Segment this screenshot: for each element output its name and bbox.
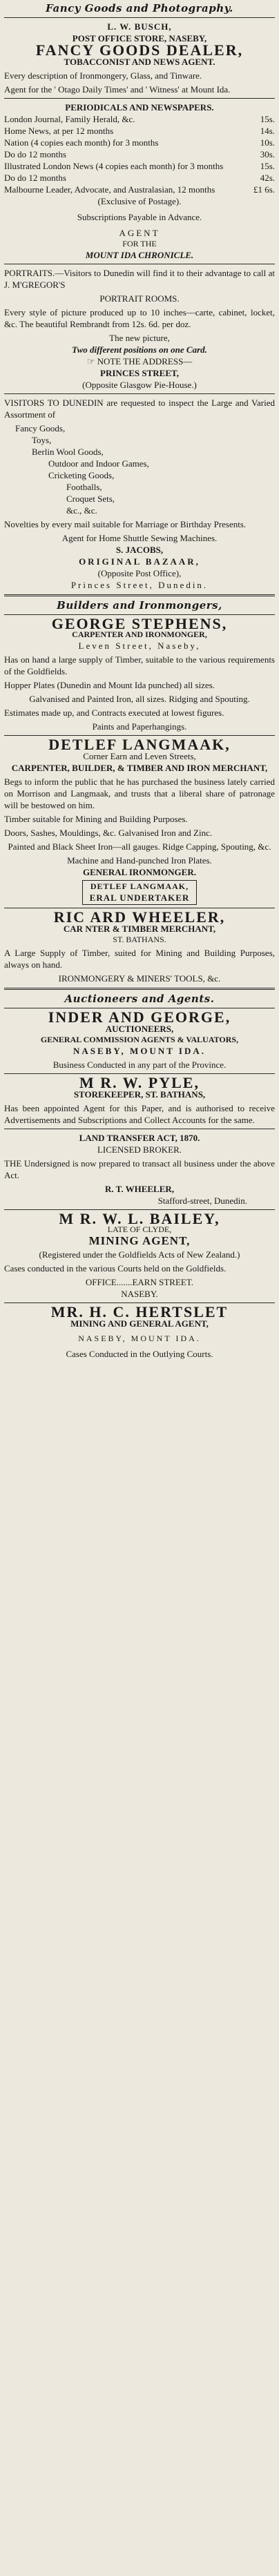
wheeler-iron: IRONMONGERY & MINERS' TOOLS, &c. [58,973,221,984]
land-place: Stafford-street, Dunedin. [157,1196,247,1206]
bailey-office: OFFICE.......EARN STREET. [85,1277,194,1287]
portraits-new: The new picture, [109,333,170,343]
jacobs-item: Croquet Sets, [66,494,115,504]
bailey-late: LATE OF CLYDE, [107,1224,172,1234]
wheeler-place: ST. BATHANS. [113,935,166,944]
pyle-trade: STOREKEEPER, ST. BATHANS, [73,1089,206,1100]
portraits-street: PRINCES STREET, [100,368,179,378]
hertslet-role: MINING AND GENERAL AGENT, [70,1318,209,1329]
busch-agent-for: Agent for the ' Otago Daily Times' and ' Witness' at Mount Ida. [4,84,231,95]
pyle-body: Has been appointed Agent for this Paper, and is authorised to receive Advertisements and Subscriptions and Collect Accounts for the same. [4,1103,275,1125]
portraits-rooms: PORTRAIT ROOMS. [99,293,180,304]
divider [4,17,275,18]
for-the: FOR THE [122,239,157,248]
portraits-opposite: (Opposite Glasgow Pie-House.) [82,380,197,390]
land-broker: LICENSED BROKER. [97,1144,182,1155]
stephens-trade: CARPENTER AND IRONMONGER, [72,630,207,639]
busch-office: POST OFFICE STORE, NASEBY, [72,33,207,43]
langmaak-corner: Corner Earn and Leven Streets, [83,751,196,761]
jacobs-item: Toys, [32,435,52,445]
agent-word: AGENT [119,228,160,238]
stephens-hopper: Hopper Plates (Dunedin and Mount Ida punched) all sizes. [4,680,215,690]
langmaak-timber: Timber suitable for Mining and Building Purposes. [4,814,188,824]
wheeler-name: RIC ARD WHEELER, [53,908,226,926]
jacobs-item: &c., &c. [66,505,97,516]
langmaak-doors: Doors, Sashes, Mouldings, &c. Galvanised Iron and Zinc. [4,828,213,838]
jacobs-item: Berlin Wool Goods, [32,447,104,457]
jacobs-address: Princes Street, Dunedin. [70,580,209,590]
advance-note: Subscriptions Payable in Advance. [77,212,202,222]
divider [4,988,275,990]
section-heading-builders: Builders and Ironmongers, [57,599,222,612]
advert-pyle [4,1074,275,1126]
jacobs-opposite: (Opposite Post Office), [97,568,182,578]
divider [4,393,275,394]
advert-land-transfer [4,1132,275,1207]
advert-langmaak [4,736,275,905]
box-small-name: DETLEF LANGMAAK, [90,881,189,891]
advert-bailey [4,1210,275,1300]
advert-jacobs [4,397,275,591]
price-row: Malbourne Leader, Advocate, and Australasian, 12 months £1 6s. [4,184,275,195]
paper-name: MOUNT IDA CHRONICLE. [85,250,194,260]
advert-stephens [4,615,275,732]
jacobs-item: Footballs, [66,482,102,492]
box-big-name: ERAL UNDERTAKER [89,892,190,903]
hertslet-place: NASEBY, MOUNT IDA. [78,1334,201,1343]
jacobs-name: S. JACOBS, [115,545,164,555]
busch-agent: TOBACCONIST AND NEWS AGENT. [64,57,215,67]
langmaak-trade: CARPENTER, BUILDER, & TIMBER AND IRON MERCHANT, [11,763,268,773]
jacobs-novelties: Novelties by every mail suitable for Marriage or Birthday Presents. [4,519,247,529]
jacobs-bazaar: ORIGINAL BAZAAR, [79,556,200,567]
inder-body: Business Conducted in any part of the Province. [52,1060,227,1070]
jacobs-item: Outdoor and Indoor Games, [48,458,149,469]
langmaak-sheet: Painted and Black Sheet Iron—all gauges. Ridge Capping, Spouting, &c. [8,841,271,852]
hertslet-name: MR. H. C. HERTSLET [50,1303,229,1320]
portraits-two: Two different positions on one Card. [72,344,207,355]
portraits-body: Every style of picture produced up to 10 inches—carte, cabinet, locket, &c. The beautiful Rembrandt from 12s. 6d. per doz. [4,307,275,329]
busch-desc: Every description of Ironmongery, Glass, and Tinware. [4,70,202,81]
divider [4,98,275,99]
stephens-galv: Galvanised and Painted Iron, all sizes. Ridging and Spouting. [29,694,250,704]
pyle-name: M R. W. PYLE, [79,1074,200,1091]
price-row: London Journal, Family Herald, &c. 15s. [4,114,275,124]
langmaak-body: Begs to inform the public that he has purchased the business lately carried on Morrison and Langmaak, and trusts that a liberal share of patronage will be bestowed on him. [4,777,275,810]
portraits-note: ☞ NOTE THE ADDRESS— [86,356,193,367]
bailey-cases: Cases conducted in the various Courts held on the Goldfields. [4,1263,227,1274]
price-row: Home News, at per 12 months 14s. [4,126,275,136]
price-row: Nation (4 copies each month) for 3 months 10s. [4,137,275,148]
wheeler-trade: CAR NTER & TIMBER MERCHANT, [63,924,216,934]
land-name: R. T. WHEELER, [104,1184,175,1194]
portraits-lead: PORTRAITS.—Visitors to Dunedin will find it to their advantage to call at J. M'GREGOR'S [4,268,275,290]
inder-place: NASEBY, MOUNT IDA. [73,1046,206,1056]
langmaak-machine: Machine and Hand-punched Iron Plates. [67,855,212,866]
undertaker-box [82,880,198,905]
langmaak-name: DETLEF LANGMAAK, [48,736,231,753]
busch-name: L. W. BUSCH, [107,21,172,32]
stephens-paints: Paints and Paperhangings. [92,721,187,732]
section-heading-auctioneers: Auctioneers and Agents. [64,993,215,1005]
advert-wheeler [4,908,275,984]
bailey-role: MINING AGENT, [88,1234,191,1247]
price-row: Illustrated London News (4 copies each month) for 3 months 15s. [4,161,275,171]
hertslet-cases: Cases Conducted in the Outlying Courts. [66,1349,213,1359]
advert-busch [4,21,275,261]
price-row: Do do 12 months 42s. [4,173,275,183]
bailey-town: NASEBY. [121,1289,158,1299]
inder-role: AUCTIONEERS, [105,1024,174,1034]
bailey-name: M R. W. L. BAILEY, [59,1210,220,1227]
land-body: THE Undersigned is now prepared to transact all business under the above Act. [4,1158,275,1180]
postage-note: (Exclusive of Postage). [97,196,182,206]
jacobs-item: Fancy Goods, [15,423,66,433]
jacobs-shuttle: Agent for Home Shuttle Sewing Machines. [61,533,218,543]
jacobs-lead: VISITORS TO DUNEDIN are requested to inspect the Large and Varied Assortment of [4,398,275,420]
land-title: LAND TRANSFER ACT, 1870. [79,1133,200,1143]
stephens-name: GEORGE STEPHENS, [51,615,228,632]
bailey-reg: (Registered under the Goldfields Acts of New Zealand.) [39,1249,240,1260]
price-list [4,113,275,195]
stephens-street: Leven Street, Naseby, [78,641,201,651]
stephens-estimates: Estimates made up, and Contracts executed at lowest figures. [4,708,224,718]
periodicals-title: PERIODICALS AND NEWSPAPERS. [65,102,214,113]
jacobs-item: Cricketing Goods, [48,470,115,480]
advert-hertslet [4,1303,275,1360]
section-heading-fancy-goods: Fancy Goods and Photography. [46,2,233,14]
advert-inder [4,1008,275,1071]
inder-general: GENERAL COMMISSION AGENTS & VALUATORS, [40,1035,239,1044]
divider [4,594,275,596]
advert-portraits [4,267,275,391]
inder-name: INDER AND GEORGE, [48,1008,231,1026]
langmaak-general: GENERAL IRONMONGER. [83,867,196,877]
price-row: Do do 12 months 30s. [4,149,275,159]
wheeler-body: A Large Supply of Timber, suited for Mining and Building Purposes, always on hand. [4,948,275,970]
stephens-body: Has on hand a large supply of Timber, suitable to the various requirements of the Goldfields. [4,654,275,676]
busch-dealer: FANCY GOODS DEALER, [35,41,244,59]
